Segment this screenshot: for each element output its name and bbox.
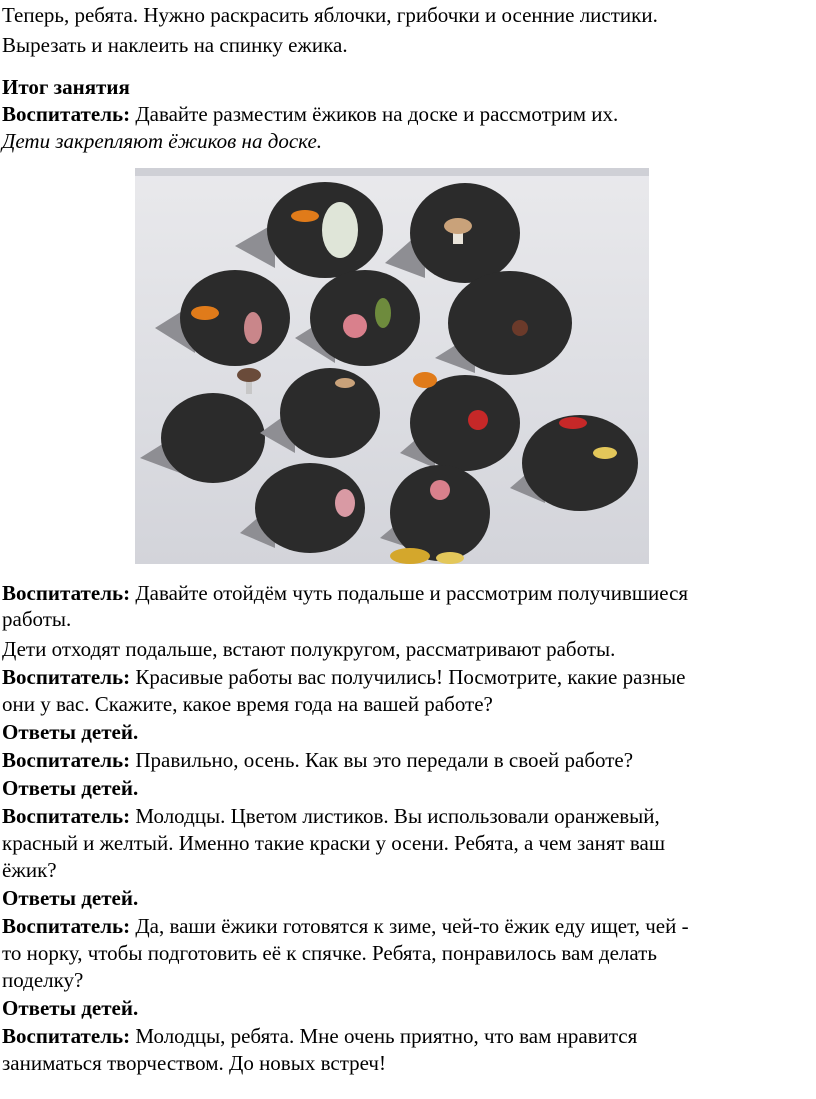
dialog-text: Да, ваши ёжики готовятся к зиме, чей-то ёжик еду ищет, чей - bbox=[130, 914, 689, 938]
dialog-text: Правильно, осень. Как вы это передали в своей работе? bbox=[130, 748, 634, 772]
hedgehog-11 bbox=[380, 465, 490, 564]
summary-text: Давайте разместим ёжиков на доске и рассмотрим их. bbox=[130, 102, 619, 126]
hedgehog-3 bbox=[155, 270, 290, 366]
speaker-label: Воспитатель: bbox=[2, 1024, 131, 1048]
hedgehogs-photo bbox=[135, 168, 649, 564]
summary-line bbox=[2, 101, 618, 127]
speaker-label: Воспитатель: bbox=[2, 581, 131, 605]
dialog-3-line-2: они у вас. Скажите, какое время года на вашей работе? bbox=[2, 692, 493, 716]
hedgehogs-illustration bbox=[135, 168, 649, 564]
dialog-1-line-1 bbox=[2, 580, 688, 606]
dialog-2-line: Дети отходят подальше, встают полукругом, рассматривают работы. bbox=[2, 637, 616, 661]
dialog-9-line-1 bbox=[2, 913, 689, 939]
intro-line-1: Теперь, ребята. Нужно раскрасить яблочки, грибочки и осенние листики. bbox=[2, 3, 658, 27]
dialog-9-line-2: то норку, чтобы подготовить её к спячке. Ребята, понравилось вам делать bbox=[2, 941, 657, 965]
hedgehog-9 bbox=[510, 415, 638, 511]
dialog-5-line bbox=[2, 747, 633, 773]
hedgehog-2 bbox=[385, 183, 520, 283]
speaker-label: Воспитатель: bbox=[2, 804, 131, 828]
dialog-1-line-2: работы. bbox=[2, 607, 72, 631]
dialog-7-line-3: ёжик? bbox=[2, 858, 57, 882]
mushroom-small bbox=[237, 368, 261, 394]
speaker-label: Воспитатель: bbox=[2, 102, 131, 126]
speaker-label: Воспитатель: bbox=[2, 665, 131, 689]
hedgehog-5 bbox=[435, 271, 572, 375]
dialog-11-line-2: заниматься творчеством. До новых встреч! bbox=[2, 1051, 386, 1075]
dialog-9-line-3: поделку? bbox=[2, 968, 84, 992]
dialog-text: Молодцы. Цветом листиков. Вы использовали оранжевый, bbox=[130, 804, 660, 828]
dialog-11-line-1 bbox=[2, 1023, 637, 1049]
dialog-text: Красивые работы вас получились! Посмотрите, какие разные bbox=[130, 665, 686, 689]
answer-1: Ответы детей. bbox=[2, 720, 139, 744]
hedgehog-1 bbox=[235, 182, 383, 278]
dialog-text: Молодцы, ребята. Мне очень приятно, что вам нравится bbox=[130, 1024, 638, 1048]
hedgehog-7 bbox=[260, 368, 380, 458]
answer-4: Ответы детей. bbox=[2, 996, 139, 1020]
speaker-label: Воспитатель: bbox=[2, 748, 131, 772]
intro-line-2: Вырезать и наклеить на спинку ежика. bbox=[2, 33, 348, 57]
dialog-text: Давайте отойдём чуть подальше и рассмотрим получившиеся bbox=[130, 581, 689, 605]
dialog-7-line-1 bbox=[2, 803, 660, 829]
hedgehog-8 bbox=[400, 372, 520, 471]
answer-3: Ответы детей. bbox=[2, 886, 139, 910]
dialog-7-line-2: красный и желтый. Именно такие краски у осени. Ребята, а чем занят ваш bbox=[2, 831, 666, 855]
summary-heading: Итог занятия bbox=[2, 75, 130, 99]
hedgehog-10 bbox=[240, 463, 365, 553]
speaker-label: Воспитатель: bbox=[2, 914, 131, 938]
dialog-3-line-1 bbox=[2, 664, 685, 690]
hedgehog-6 bbox=[140, 393, 265, 483]
answer-2: Ответы детей. bbox=[2, 776, 139, 800]
hedgehog-4 bbox=[295, 270, 420, 366]
summary-italic: Дети закрепляют ёжиков на доске. bbox=[2, 129, 323, 153]
